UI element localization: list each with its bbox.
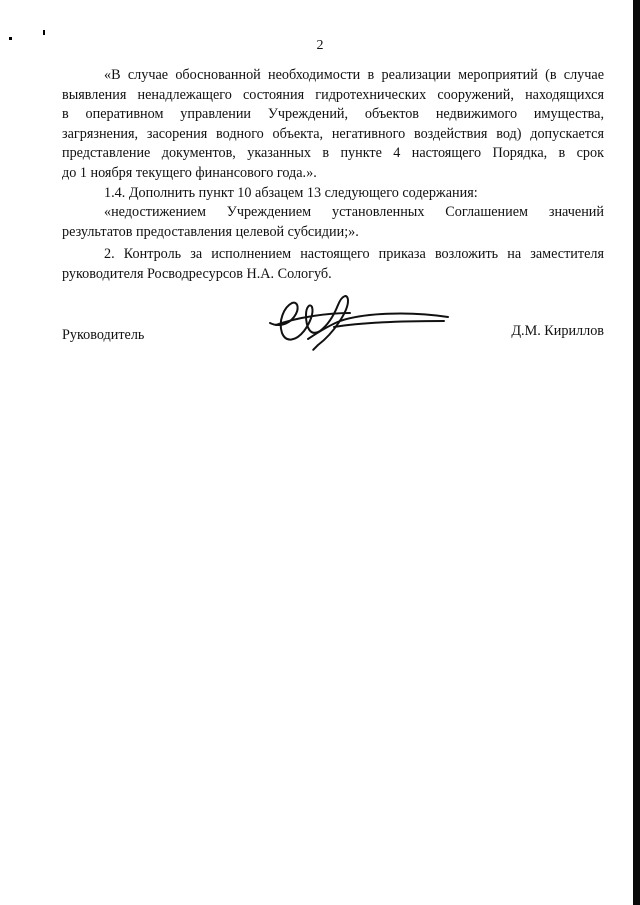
signatory-title: Руководитель — [62, 327, 145, 343]
text-line: «недостижением Учреждением установленных Соглашением значений — [104, 204, 604, 220]
text-line: загрязнения, засорения водного объекта, негативного воздействия вод) допускается — [62, 125, 604, 142]
page-number: 2 — [316, 38, 324, 53]
text-line: выявления ненадлежащего состояния гидротехнических сооружений, находящихся — [62, 86, 604, 103]
paragraph-item-2-control — [62, 245, 604, 284]
paragraph-item-1-4 — [62, 184, 604, 204]
text-line: в оперативном управлении Учреждений, объектов недвижимого имущества, — [62, 106, 604, 123]
handwritten-signature — [268, 287, 453, 357]
text-line: 1.4. Дополнить пункт 10 абзацем 13 следующего содержания: — [104, 185, 478, 201]
paragraph-quote-deadline — [62, 66, 604, 184]
paragraph-quote-subsidy — [62, 203, 604, 242]
text-line: «В случае обоснованной необходимости в реализации мероприятий (в случае — [104, 67, 604, 83]
text-line: 2. Контроль за исполнением настоящего приказа возложить на заместителя — [104, 246, 604, 262]
signatory-name: Д.М. Кириллов — [511, 323, 604, 339]
text-line: результатов предоставления целевой субсидии;». — [62, 223, 359, 240]
text-line: руководителя Росводресурсов Н.А. Сологуб. — [62, 265, 332, 282]
text-line: представление документов, указанных в пункте 4 настоящего Порядка, в срок — [62, 145, 604, 162]
scan-speck — [43, 30, 45, 35]
scan-edge-shadow — [633, 0, 640, 905]
text-line: до 1 ноября текущего финансового года.». — [62, 164, 317, 181]
